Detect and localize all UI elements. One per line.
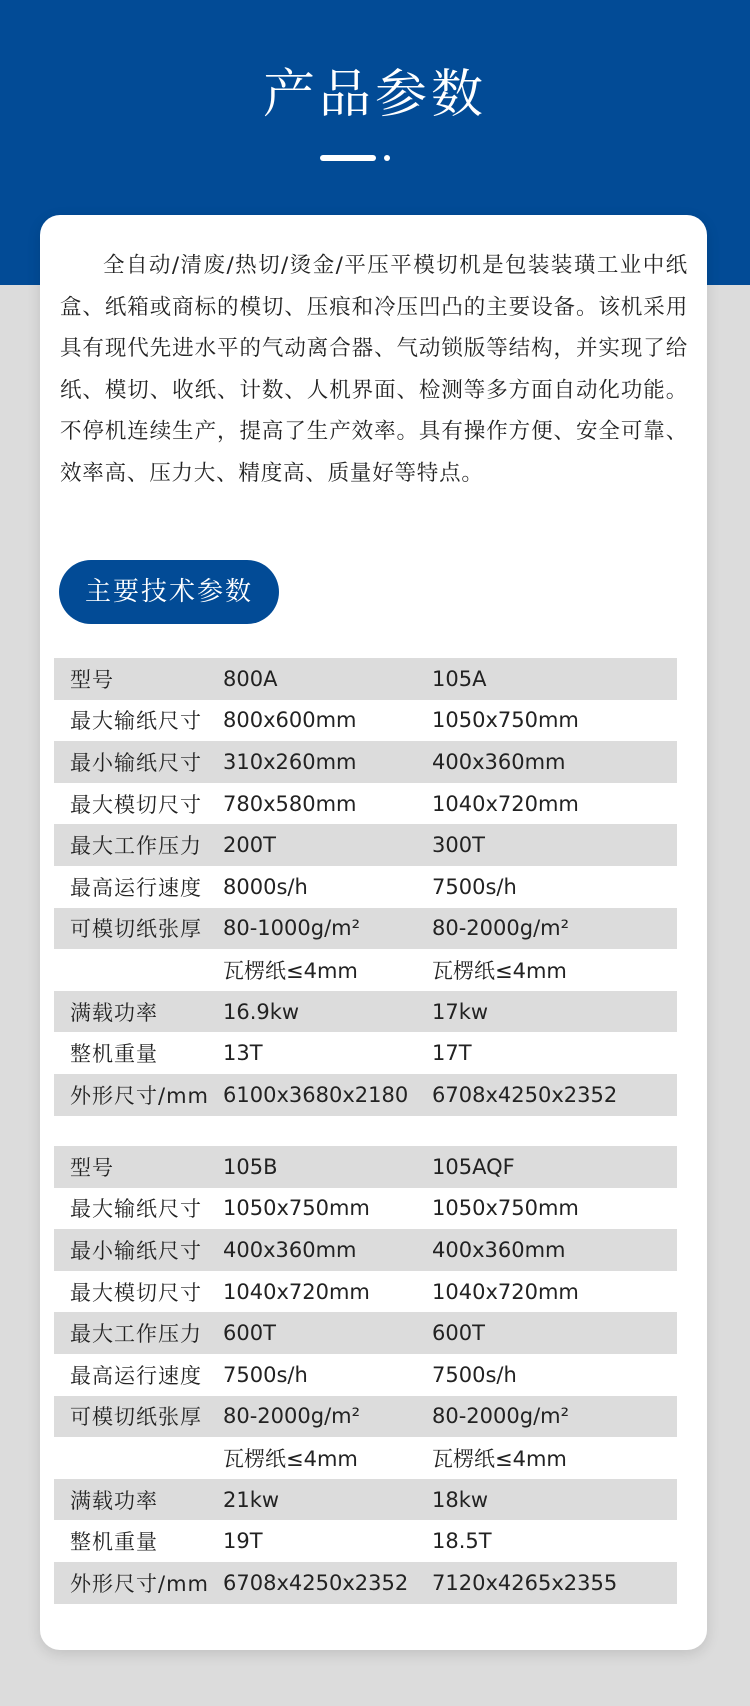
divider-dot <box>384 155 390 161</box>
table-row <box>54 1074 677 1116</box>
divider-bar <box>320 155 376 161</box>
model-b-value: 80-2000g/m² <box>432 908 677 950</box>
model-b-value: 1040x720mm <box>432 1271 677 1313</box>
spec-table-1 <box>54 658 677 1116</box>
table-row <box>54 949 677 991</box>
param-label: 型号 <box>54 658 223 700</box>
model-a-value: 80-2000g/m² <box>223 1396 432 1438</box>
model-b-value: 1040x720mm <box>432 783 677 825</box>
param-label: 最大模切尺寸 <box>54 783 223 825</box>
title-divider <box>320 155 440 161</box>
param-label: 最大工作压力 <box>54 1312 223 1354</box>
table-row <box>54 1479 677 1521</box>
table-row <box>54 1396 677 1438</box>
model-a-value: 600T <box>223 1312 432 1354</box>
param-label: 最高运行速度 <box>54 1354 223 1396</box>
param-label: 最大输纸尺寸 <box>54 1188 223 1230</box>
table-row <box>54 1032 677 1074</box>
param-label: 最大工作压力 <box>54 824 223 866</box>
page-title: 产品参数 <box>262 65 487 125</box>
model-b-value: 7500s/h <box>432 1354 677 1396</box>
param-label <box>54 949 223 991</box>
model-b-value: 瓦楞纸≤4mm <box>432 949 677 991</box>
param-label: 型号 <box>54 1146 223 1188</box>
model-a-value: 780x580mm <box>223 783 432 825</box>
section-title-badge: 主要技术参数 <box>59 560 279 624</box>
model-b-value: 600T <box>432 1312 677 1354</box>
param-label: 可模切纸张厚 <box>54 908 223 950</box>
model-a-value: 21kw <box>223 1479 432 1521</box>
param-label: 最小输纸尺寸 <box>54 741 223 783</box>
model-a-value: 6708x4250x2352 <box>223 1562 432 1604</box>
model-a-value: 800x600mm <box>223 700 432 742</box>
model-b-value: 300T <box>432 824 677 866</box>
table-row <box>54 1520 677 1562</box>
model-b-value: 瓦楞纸≤4mm <box>432 1437 677 1479</box>
product-description: 全自动/清废/热切/烫金/平压平模切机是包装装璜工业中纸盒、纸箱或商标的模切、压痕和冷压凹凸的主要设备。该机采用具有现代先进水平的气动离合器、气动锁版等结构，并实现了给纸、模切、收纸、计数、人机界面、检测等多方面自动化功能。不停机连续生产，提高了生产效率。具有操作方便、安全可靠、效率高、压力大、精度高、质量好等特点。 <box>60 253 688 486</box>
table-row <box>54 658 677 700</box>
model-a-value: 1040x720mm <box>223 1271 432 1313</box>
model-b-value: 1050x750mm <box>432 700 677 742</box>
param-label: 最大输纸尺寸 <box>54 700 223 742</box>
model-b-value: 400x360mm <box>432 1229 677 1271</box>
table-row <box>54 824 677 866</box>
param-label: 外形尺寸/mm <box>54 1562 223 1604</box>
model-a-value: 16.9kw <box>223 991 432 1033</box>
model-a-value: 800A <box>223 658 432 700</box>
param-label: 最高运行速度 <box>54 866 223 908</box>
table-row <box>54 700 677 742</box>
param-label: 最大模切尺寸 <box>54 1271 223 1313</box>
param-label: 外形尺寸/mm <box>54 1074 223 1116</box>
model-b-value: 1050x750mm <box>432 1188 677 1230</box>
table-row <box>54 1188 677 1230</box>
param-label: 可模切纸张厚 <box>54 1396 223 1438</box>
param-label: 整机重量 <box>54 1520 223 1562</box>
model-a-value: 8000s/h <box>223 866 432 908</box>
model-a-value: 200T <box>223 824 432 866</box>
model-a-value: 1050x750mm <box>223 1188 432 1230</box>
model-b-value: 7120x4265x2355 <box>432 1562 677 1604</box>
table-row <box>54 866 677 908</box>
model-a-value: 105B <box>223 1146 432 1188</box>
model-a-value: 400x360mm <box>223 1229 432 1271</box>
model-a-value: 13T <box>223 1032 432 1074</box>
table-row <box>54 1354 677 1396</box>
param-label: 满载功率 <box>54 991 223 1033</box>
table-row <box>54 741 677 783</box>
model-b-value: 18kw <box>432 1479 677 1521</box>
model-b-value: 105AQF <box>432 1146 677 1188</box>
model-a-value: 瓦楞纸≤4mm <box>223 1437 432 1479</box>
model-a-value: 80-1000g/m² <box>223 908 432 950</box>
model-b-value: 18.5T <box>432 1520 677 1562</box>
table-row <box>54 783 677 825</box>
model-b-value: 80-2000g/m² <box>432 1396 677 1438</box>
param-label: 满载功率 <box>54 1479 223 1521</box>
table-row <box>54 991 677 1033</box>
model-a-value: 19T <box>223 1520 432 1562</box>
model-a-value: 310x260mm <box>223 741 432 783</box>
model-b-value: 7500s/h <box>432 866 677 908</box>
table-row <box>54 1146 677 1188</box>
param-label: 最小输纸尺寸 <box>54 1229 223 1271</box>
model-b-value: 400x360mm <box>432 741 677 783</box>
table-row <box>54 1229 677 1271</box>
model-b-value: 17kw <box>432 991 677 1033</box>
param-label: 整机重量 <box>54 1032 223 1074</box>
model-b-value: 17T <box>432 1032 677 1074</box>
content-card <box>40 215 707 1650</box>
model-a-value: 6100x3680x2180 <box>223 1074 432 1116</box>
model-a-value: 瓦楞纸≤4mm <box>223 949 432 991</box>
model-b-value: 6708x4250x2352 <box>432 1074 677 1116</box>
param-label <box>54 1437 223 1479</box>
table-row <box>54 1271 677 1313</box>
table-row <box>54 908 677 950</box>
spec-table-2 <box>54 1146 677 1604</box>
table-row <box>54 1562 677 1604</box>
table-row <box>54 1437 677 1479</box>
model-b-value: 105A <box>432 658 677 700</box>
table-row <box>54 1312 677 1354</box>
model-a-value: 7500s/h <box>223 1354 432 1396</box>
